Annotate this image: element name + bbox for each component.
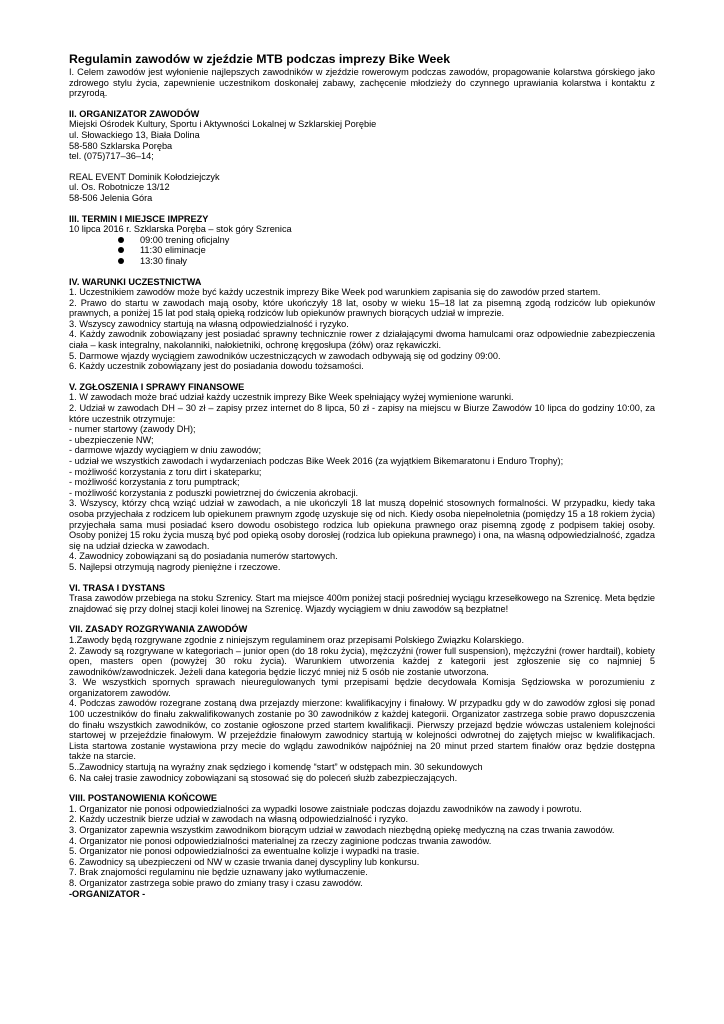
document-page bbox=[69, 52, 655, 899]
schedule-list bbox=[69, 235, 655, 267]
section-final bbox=[69, 793, 655, 899]
list-item: - możliwość korzystania z toru dirt i skateparku; bbox=[69, 466, 262, 477]
list-item: 2. Każdy uczestnik bierze udział w zawodach na własną odpowiedzialność i ryzyko. bbox=[69, 814, 409, 825]
list-item: 2. Udział w zawodach DH – 30 zł – zapisy przez internet do 8 lipca, 50 zł - zapisy na miejscu w Biurze Zawodów 10 lipca do godziny 10:00, za które uczestnik otrzymuje: bbox=[69, 403, 655, 424]
section-conditions bbox=[69, 277, 655, 372]
list-item: 6. Zawodnicy są ubezpieczeni od NW w czasie trwania danej dyscypliny lub konkursu. bbox=[69, 856, 420, 867]
list-item: 1. Uczestnikiem zawodów może być każdy uczestnik imprezy Bike Week pod warunkiem zapisania się do zawodów przed startem. bbox=[69, 287, 601, 298]
org1-line: ul. Słowackiego 13, Biała Dolina bbox=[69, 129, 200, 140]
list-item: - udział we wszystkich zawodach i wydarzeniach podczas Bike Week 2016 (za wyjątkiem Bikemaratonu i Enduro Trophy); bbox=[69, 456, 564, 466]
list-item: 2. Prawo do startu w zawodach mają osoby, które ukończyły 18 lat, osoby w wieku 15–18 lat za pisemną zgodą rodziców lub opiekunów prawnych, a poniżej 15 lat pod stałą opieką rodziców lub opiekunów prawnych biorących udział w imprezie. bbox=[69, 297, 655, 319]
list-item: 3. We wszystkich spornych sprawach nieuregulowanych tymi przepisami będzie decydowała Komisja Sędziowska w porozumieniu z organizatorem zawodów. bbox=[69, 677, 655, 698]
section-route bbox=[69, 583, 655, 615]
list-item: 7. Brak znajomości regulaminu nie będzie uznawany jako wytłumaczenie. bbox=[69, 867, 368, 878]
section-heading: IV. WARUNKI UCZESTNICTWA bbox=[69, 276, 202, 287]
route-text: Trasa zawodów przebiega na stoku Szrenicy. Start ma miejsce 400m poniżej stacji pośredniej wyciągu krzesełkowego na Szrenicę. Meta będzie znajdować się przy dolnej stacji kolei linowej na Szrenicę. Wjazdy wyciągiem w dniu zawodów są bezpłatne! bbox=[69, 593, 655, 614]
list-item: 4. Zawodnicy zobowiązani są do posiadania numerów startowych. bbox=[69, 551, 338, 562]
org1-line: 58-580 Szklarska Poręba bbox=[69, 140, 173, 151]
list-item: 5..Zawodnicy startują na wyraźny znak sędziego i komendę “start” w odstępach min. 30 sekundowych bbox=[69, 762, 483, 773]
section-heading: VII. ZASADY ROZGRYWANIA ZAWODÓW bbox=[69, 624, 248, 635]
section-heading: V. ZGŁOSZENIA I SPRAWY FINANSOWE bbox=[69, 381, 245, 392]
intro-paragraph: I. Celem zawodów jest wyłonienie najlepszych zawodników w zjeździe rowerowym podczas zawodów, propagowanie kolarstwa górskiego jako zdrowego stylu życia, zapewnienie uczestnikom doskonałej zabawy, zachęcenie młodzieży do czynnego uprawiania kolarstwa i kontaktu z przyrodą. bbox=[69, 67, 655, 99]
org1-line: Miejski Ośrodek Kultury, Sportu i Aktywności Lokalnej w Szklarskiej Porębie bbox=[69, 119, 377, 130]
list-item: 5. Organizator nie ponosi odpowiedzialności za ewentualne kolizje i wypadki na trasie. bbox=[69, 846, 420, 857]
list-item: 1.Zawody będą rozgrywane zgodnie z niniejszym regulaminem oraz przepisami Polskiego Związku Kolarskiego. bbox=[69, 634, 524, 645]
bullet-icon bbox=[118, 247, 124, 253]
list-item: 4. Każdy zawodnik zobowiązany jest posiadać sprawny technicznie rower z działającymi dwoma hamulcami oraz odpowiednie zabezpieczenia ciała – kask integralny, nakolanniki, nałokietniki, ochronę kręgosłupa (żółw) oraz rękawiczki. bbox=[69, 329, 655, 351]
list-item: 3. Wszyscy zawodnicy startują na własną odpowiedzialność i ryzyko. bbox=[69, 318, 349, 329]
list-item: 5. Darmowe wjazdy wyciągiem zawodników uczestniczących w zawodach odbywają się od godziny 09:00. bbox=[69, 350, 501, 361]
list-item: 4. Organizator nie ponosi odpowiedzialności materialnej za rzeczy zaginione podczas trwania zawodów. bbox=[69, 835, 492, 846]
list-item: - możliwość korzystania z poduszki powietrznej do ćwiczenia akrobacji. bbox=[69, 487, 359, 498]
list-item: 3. Wszyscy, którzy chcą wziąć udział w zawodach, a nie ukończyli 18 lat muszą dopełnić stosownych formalności. W przypadku, kiedy taka osoba przyjechała z rodzicem lub opiekunem prawnym zgodę uzyskuje się od nich. Kiedy osoba niepełnoletnia (pomiędzy 15 a 18 rokiem życia) przyjechała sama musi posiadać ksero dowodu osobistego rodzica lub opiekuna prawnego oraz pisemną zgodę z podpisem takiej osoby. Osoby poniżej 15 roku życia muszą być pod opieką osoby dorosłej (rodzica lub opiekuna prawnego) i ona, na własną odpowiedzialność, zgadza się na udział dziecka w zawodach. bbox=[69, 498, 655, 551]
list-item: 1. Organizator nie ponosi odpowiedzialności za wypadki losowe zaistniałe podczas dojazdu zawodników na zawody i powrotu. bbox=[69, 803, 582, 814]
bullet-icon bbox=[118, 258, 124, 264]
list-item: 1. W zawodach może brać udział każdy uczestnik imprezy Bike Week spełniający wyżej wymienione warunki. bbox=[69, 392, 514, 403]
list-item: - ubezpieczenie NW; bbox=[69, 434, 154, 445]
list-item: - numer startowy (zawody DH); bbox=[69, 424, 196, 435]
section-heading: III. TERMIN I MIEJSCE IMPREZY bbox=[69, 213, 209, 224]
section-registration bbox=[69, 382, 655, 573]
org2-line: REAL EVENT Dominik Kołodziejczyk bbox=[69, 171, 220, 182]
org2-line: ul. Os. Robotnicze 13/12 bbox=[69, 182, 170, 193]
section-term bbox=[69, 214, 655, 267]
list-item: 8. Organizator zastrzega sobie prawo do zmiany trasy i czasu zawodów. bbox=[69, 877, 363, 888]
bullet-icon bbox=[118, 237, 124, 243]
list-item: 6. Każdy uczestnik zobowiązany jest do posiadania dowodu tożsamości. bbox=[69, 361, 364, 372]
document-title: Regulamin zawodów w zjeździe MTB podczas imprezy Bike Week bbox=[69, 52, 451, 66]
section-heading: VI. TRASA I DYSTANS bbox=[69, 582, 165, 593]
list-item: - możliwość korzystania z toru pumptrack; bbox=[69, 477, 240, 488]
schedule-item: 11:30 eliminacje bbox=[118, 245, 655, 256]
term-line: 10 lipca 2016 r. Szklarska Poręba – stok góry Szrenica bbox=[69, 224, 292, 235]
section-heading: VIII. POSTANOWIENIA KOŃCOWE bbox=[69, 793, 218, 804]
list-item: 4. Podczas zawodów rozegrane zostaną dwa przejazdy mierzone: kwalifikacyjny i finałowy. W przypadku gdy w do zawodów zgłosi się ponad 100 uczestników do finału zakwalifikowanych zostanie po 30 zawodników z każdej kategorii. Organizator zastrzega sobie prawo dopuszczenia do finału wszystkich zawodników, co zostanie ogłoszone przed startem kwalifikacji. Pierwszy przejazd będzie wówczas ustaleniem kolejności startowej w przejeździe finałowym. W przejeździe finałowym zawodnicy startują w kolejności odwrotnej do zajętych miejsc w kwalifikacjach. Lista startowa zostanie wystawiona przy mecie do wglądu zawodników najpóźniej na 20 minut przed startem finałów oraz będzie dostępna także na starcie. bbox=[69, 698, 655, 762]
schedule-item: 09:00 trening oficjalny bbox=[118, 235, 655, 246]
schedule-item: 13:30 finały bbox=[118, 256, 655, 267]
org2-line: 58-506 Jelenia Góra bbox=[69, 192, 153, 203]
signature: -ORGANIZATOR - bbox=[69, 888, 146, 899]
section-heading: II. ORGANIZATOR ZAWODÓW bbox=[69, 108, 200, 119]
list-item: - darmowe wjazdy wyciągiem w dniu zawodów; bbox=[69, 445, 261, 456]
section-organizer bbox=[69, 109, 655, 204]
list-item: 3. Organizator zapewnia wszystkim zawodnikom biorącym udział w zawodach niezbędną opiekę medyczną na czas trwania zawodów. bbox=[69, 825, 615, 835]
list-item: 5. Najlepsi otrzymują nagrody pieniężne i rzeczowe. bbox=[69, 561, 281, 572]
section-rules bbox=[69, 624, 655, 783]
list-item: 2. Zawody są rozgrywane w kategoriach – junior open (do 18 roku życia), mężczyźni (rower full suspension), mężczyźni (rower hardtail), kobiety open, masters open (powyżej 30 roku życia). Warunkiem utworzenia każdej z kategorii jest zgłoszenie się co najmniej 5 zawodników/zawodniczek. Jeżeli dana kategoria będzie liczyć mniej niż 5 osób nie zostanie utworzona. bbox=[69, 645, 655, 677]
list-item: 6. Na całej trasie zawodnicy zobowiązani są stosować się do poleceń służb zabezpieczających. bbox=[69, 772, 458, 783]
org1-line: tel. (075)717–36–14; bbox=[69, 151, 154, 162]
